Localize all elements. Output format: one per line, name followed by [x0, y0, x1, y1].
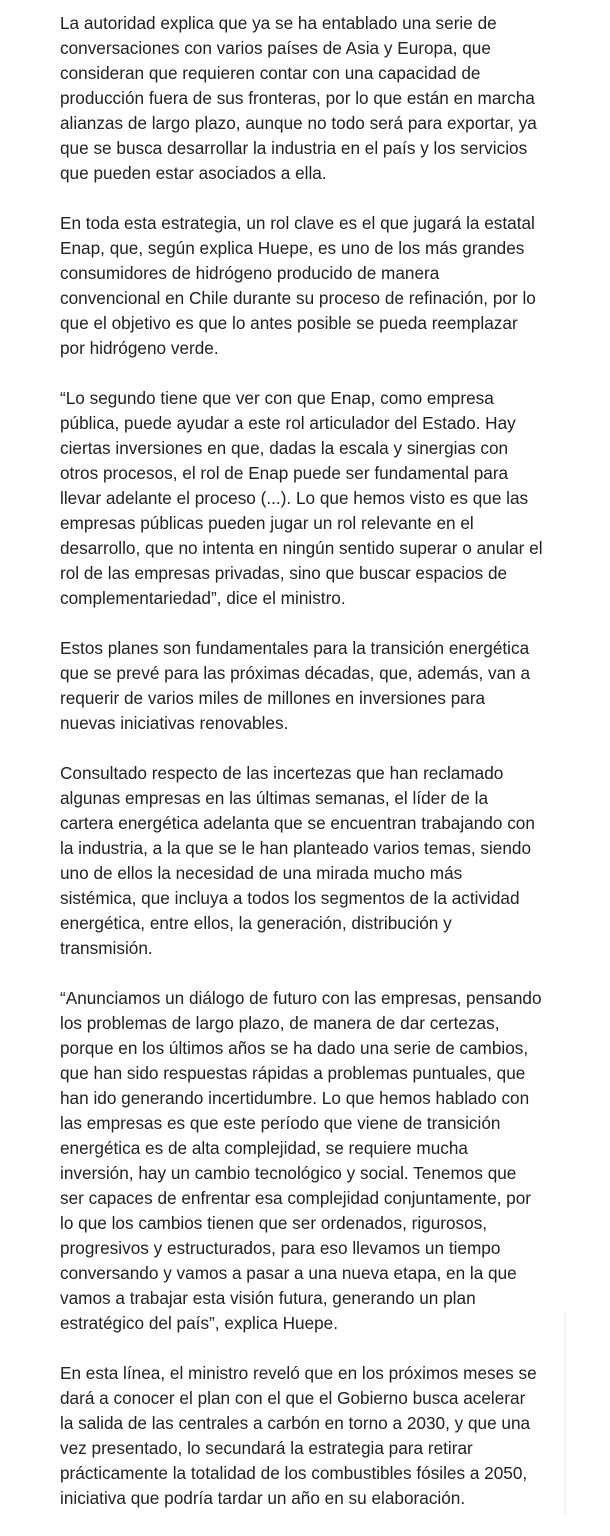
paragraph-line: Enap, que, según explica Huepe, es uno de los más grandes: [60, 238, 525, 258]
paragraph-line: que han sido respuestas rápidas a problemas puntuales, que: [60, 1063, 526, 1083]
paragraph-line: la salida de las centrales a carbón en torno a 2030, y que una: [60, 1413, 531, 1433]
article-paragraph: [60, 986, 560, 1336]
paragraph-line: inversión, hay un cambio tecnológico y social. Tenemos que: [60, 1163, 517, 1183]
paragraph-line: los problemas de largo plazo, de manera de dar certezas,: [60, 1013, 500, 1033]
paragraph-line: empresas públicas pueden jugar un rol relevante en el: [60, 513, 474, 533]
paragraph-line: producción fuera de sus fronteras, por lo que están en marcha: [60, 88, 535, 108]
paragraph-line: han ido generando incertidumbre. Lo que hemos hablado con: [60, 1088, 530, 1108]
paragraph-line: alianzas de largo plazo, aunque no todo será para exportar, ya: [60, 113, 537, 133]
paragraph-line: las empresas es que este período que viene de transición: [60, 1113, 501, 1133]
paragraph-line: sistémica, que incluya a todos los segmentos de la actividad: [60, 888, 520, 908]
paragraph-line: En esta línea, el ministro reveló que en los próximos meses se: [60, 1363, 537, 1383]
paragraph-line: En toda esta estrategia, un rol clave es el que jugará la estatal: [60, 213, 535, 233]
paragraph-line: rol de las empresas privadas, sino que buscar espacios de: [60, 563, 508, 583]
article-paragraph: [60, 761, 560, 961]
paragraph-line: uno de ellos la necesidad de una mirada mucho más: [60, 863, 463, 883]
paragraph-line: cartera energética adelanta que se encuentran trabajando con: [60, 813, 535, 833]
paragraph-line: “Lo segundo tiene que ver con que Enap, como empresa: [60, 388, 494, 408]
paragraph-line: estratégico del país”, explica Huepe.: [60, 1313, 339, 1333]
paragraph-line: consumidores de hidrógeno producido de manera: [60, 263, 440, 283]
paragraph-line: conversaciones con varios países de Asia y Europa, que: [60, 38, 491, 58]
paragraph-line: energética, entre ellos, la generación, distribución y: [60, 913, 452, 933]
paragraph-line: desarrollo, que no intenta en ningún sentido superar o anular el: [60, 538, 543, 558]
paragraph-line: convencional en Chile durante su proceso de refinación, por lo: [60, 288, 536, 308]
paragraph-line: ciertas inversiones en que, dadas la escala y sinergias con: [60, 438, 509, 458]
paragraph-line: porque en los últimos años se ha dado una serie de cambios,: [60, 1038, 529, 1058]
paragraph-line: llevar adelante el proceso (...). Lo que hemos visto es que las: [60, 488, 529, 508]
paragraph-line: otros procesos, el rol de Enap puede ser fundamental para: [60, 463, 509, 483]
paragraph-line: Estos planes son fundamentales para la transición energética: [60, 638, 530, 658]
paragraph-line: conversando y vamos a pasar a una nueva etapa, en la que: [60, 1263, 517, 1283]
paragraph-line: vamos a trabajar esta visión futura, generando un plan: [60, 1288, 476, 1308]
paragraph-line: dará a conocer el plan con el que el Gobierno busca acelerar: [60, 1388, 526, 1408]
article-paragraph: [60, 386, 560, 611]
paragraph-line: energética es de alta complejidad, se requiere mucha: [60, 1138, 468, 1158]
paragraph-line: requerir de varios miles de millones en inversiones para: [60, 688, 486, 708]
paragraph-line: complementariedad”, dice el ministro.: [60, 588, 346, 608]
paragraph-line: nuevas iniciativas renovables.: [60, 713, 289, 733]
paragraph-line: Consultado respecto de las incertezas que han reclamado: [60, 763, 504, 783]
paragraph-line: que el objetivo es que lo antes posible se pueda reemplazar: [60, 313, 518, 333]
paragraph-line: que pueden estar asociados a ella.: [60, 163, 327, 183]
article-paragraph: [60, 1361, 560, 1511]
paragraph-line: La autoridad explica que ya se ha entablado una serie de: [60, 13, 497, 33]
paragraph-line: por hidrógeno verde.: [60, 338, 219, 358]
paragraph-line: algunas empresas en las últimas semanas, el líder de la: [60, 788, 489, 808]
paragraph-line: que se prevé para las próximas décadas, que, además, van a: [60, 663, 531, 683]
paragraph-line: prácticamente la totalidad de los combustibles fósiles a 2050,: [60, 1463, 528, 1483]
paragraph-line: pública, puede ayudar a este rol articulador del Estado. Hay: [60, 413, 516, 433]
article-paragraph: [60, 11, 560, 186]
paragraph-line: consideran que requieren contar con una capacidad de: [60, 63, 481, 83]
paragraph-line: “Anunciamos un diálogo de futuro con las empresas, pensando: [60, 988, 542, 1008]
paragraph-line: lo que los cambios tienen que ser ordenados, rigurosos,: [60, 1213, 488, 1233]
article-paragraph: [60, 636, 560, 736]
paragraph-line: vez presentado, lo secundará la estrategia para retirar: [60, 1438, 473, 1458]
scrollbar-track[interactable]: [564, 1312, 566, 1517]
paragraph-line: iniciativa que podría tardar un año en su elaboración.: [60, 1488, 466, 1508]
paragraph-line: que se busca desarrollar la industria en el país y los servicios: [60, 138, 528, 158]
paragraph-line: transmisión.: [60, 938, 153, 958]
paragraph-line: progresivos y estructurados, para eso llevamos un tiempo: [60, 1238, 501, 1258]
paragraph-line: la industria, a la que se le han planteado varios temas, siendo: [60, 838, 532, 858]
article-paragraph: [60, 211, 560, 361]
paragraph-line: ser capaces de enfrentar esa complejidad conjuntamente, por: [60, 1188, 532, 1208]
article-body: [60, 11, 560, 1536]
